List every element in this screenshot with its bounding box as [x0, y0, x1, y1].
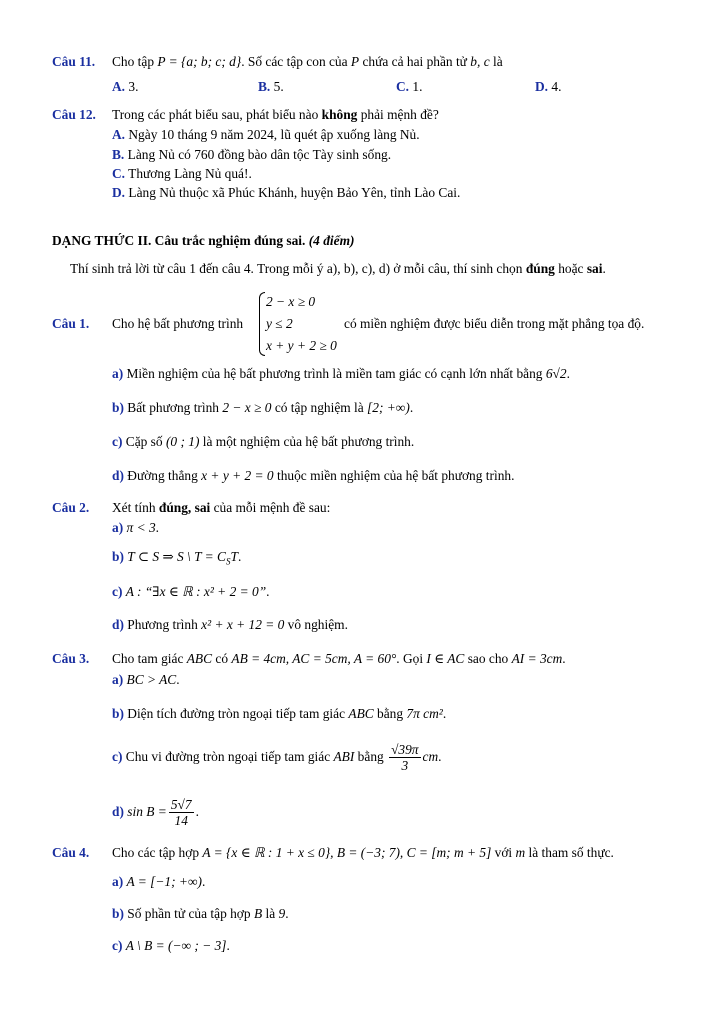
text: Đường thẳng — [127, 468, 202, 483]
item-label: b) — [112, 400, 124, 415]
text: hoặc — [554, 261, 587, 276]
c4-item-a — [112, 874, 205, 890]
c2-item-d — [112, 617, 348, 633]
math: ABI — [333, 749, 355, 764]
q11-option-b — [258, 79, 284, 95]
math: sin B = — [127, 804, 167, 819]
question-number: Câu 12. — [52, 107, 96, 122]
emphasis: đúng, sai — [158, 500, 211, 515]
q12-option-c — [112, 166, 252, 182]
text: . — [195, 804, 199, 819]
text: bằng — [354, 749, 388, 764]
text: Miền nghiệm của hệ bất phương trình là miền tam giác có cạnh lớn nhất bằng — [126, 366, 546, 381]
text: . — [176, 672, 180, 687]
math: [2; +∞) — [367, 400, 410, 415]
text: . — [266, 584, 270, 599]
math: BC > AC — [126, 672, 177, 687]
text: có miền nghiệm được biểu diễn trong mặt phẳng tọa độ. — [344, 316, 645, 331]
q12-option-d — [112, 185, 460, 201]
option-value: 5. — [273, 79, 284, 94]
section-title: DẠNG THỨC II. Câu trắc nghiệm đúng sai. — [52, 233, 306, 248]
text: Phương trình — [127, 617, 202, 632]
c1-stem-end — [344, 316, 644, 332]
item-label: d) — [112, 804, 124, 819]
c2-item-a — [112, 520, 159, 536]
text: . — [438, 749, 442, 764]
question-number: Câu 1. — [52, 316, 90, 331]
math: A : “∃x ∈ ℝ : x² + 2 = 0” — [125, 584, 267, 599]
c2-stem — [112, 500, 330, 516]
math: 2 − x ≥ 0 — [222, 400, 272, 415]
item-label: c) — [112, 938, 123, 953]
math: b, c — [470, 54, 490, 69]
math: AB = 4cm, AC = 5cm, A = 60° — [231, 651, 397, 666]
system-brace — [259, 292, 265, 356]
text: Số phần tử của tập hợp — [127, 906, 254, 921]
c2-item-b — [112, 549, 241, 570]
option-label: B. — [112, 147, 125, 162]
text: phải mệnh đề? — [357, 107, 439, 122]
text: . — [409, 400, 414, 415]
section-heading — [52, 233, 354, 249]
c3-stem — [112, 651, 566, 667]
math: x² + x + 12 = 0 — [201, 617, 285, 632]
c1-item-d — [112, 468, 514, 484]
q11-stem — [112, 54, 503, 70]
text: Xét tính — [112, 500, 159, 515]
text: Bất phương trình — [127, 400, 223, 415]
text: là một nghiệm của hệ bất phương trình. — [199, 434, 415, 449]
text: Cho hệ bất phương trình — [112, 316, 244, 331]
text: Trong các phát biểu sau, phát biểu nào — [112, 107, 322, 122]
item-label: a) — [112, 672, 124, 687]
c3-label — [52, 651, 89, 667]
text: . — [566, 366, 570, 381]
option-value: Làng Nủ có 760 đồng bào dân tộc Tày sinh sống. — [127, 147, 392, 162]
c1-item-c — [112, 434, 414, 450]
math: ABC — [186, 651, 213, 666]
q12-label — [52, 107, 96, 123]
fraction — [169, 797, 194, 828]
c1-item-a — [112, 366, 570, 382]
q11-option-d — [535, 79, 561, 95]
c3-item-b — [112, 706, 446, 722]
question-number: Câu 11. — [52, 54, 96, 69]
text: Cho tam giác — [112, 651, 187, 666]
section-instructions — [70, 261, 606, 277]
q12-option-a — [112, 127, 420, 143]
text: . — [201, 874, 206, 889]
text: . — [155, 520, 160, 535]
option-value: 3. — [128, 79, 139, 94]
math: ABC — [348, 706, 374, 721]
option-value: Làng Nủ thuộc xã Phúc Khánh, huyện Bảo Yên, tỉnh Lào Cai. — [128, 185, 461, 200]
text: Cho các tập hợp — [112, 845, 203, 860]
text: vô nghiệm. — [284, 617, 348, 632]
q11-option-c — [396, 79, 422, 95]
question-number: Câu 4. — [52, 845, 90, 860]
item-label: c) — [112, 584, 123, 599]
math: (0 ; 1) — [165, 434, 200, 449]
system-line: 2 − x ≥ 0 — [266, 294, 316, 309]
fraction-denominator: 14 — [174, 813, 188, 829]
item-label: a) — [112, 520, 124, 535]
item-label: b) — [112, 706, 124, 721]
text: . Gọi — [396, 651, 427, 666]
c1-label — [52, 316, 89, 332]
math: A = [−1; +∞) — [126, 874, 202, 889]
emphasis: đúng — [525, 261, 555, 276]
text: là — [262, 906, 279, 921]
math: 9 — [278, 906, 286, 921]
text: là tham số thực. — [525, 845, 614, 860]
math: A = {x ∈ ℝ : 1 + x ≤ 0}, B = (−3; 7), C = [m; m + 5] — [202, 845, 492, 860]
math: 6√2 — [545, 366, 567, 381]
text: bằng — [373, 706, 407, 721]
c3-item-c — [112, 741, 442, 773]
math: A \ B = (−∞ ; − 3] — [125, 938, 227, 953]
text: Cho tập — [112, 54, 158, 69]
text: chứa cả hai phần tử — [359, 54, 471, 69]
option-value: 1. — [412, 79, 423, 94]
option-value: Ngày 10 tháng 9 năm 2024, lũ quét ập xuống làng Nủ. — [128, 127, 420, 142]
c4-label — [52, 845, 89, 861]
option-label: A. — [112, 127, 126, 142]
item-label: b) — [112, 906, 124, 921]
system-line: x + y + 2 ≥ 0 — [266, 338, 337, 353]
text: Cặp số — [125, 434, 166, 449]
item-label: c) — [112, 434, 123, 449]
option-label: B. — [258, 79, 271, 94]
text: của mỗi mệnh đề sau: — [210, 500, 331, 515]
text: . — [237, 549, 242, 564]
math: cm — [422, 749, 439, 764]
math: π < 3 — [126, 520, 156, 535]
item-label: b) — [112, 549, 124, 564]
option-label: D. — [535, 79, 549, 94]
question-number: Câu 2. — [52, 500, 90, 515]
c1-stem — [112, 316, 243, 332]
c2-item-c — [112, 584, 270, 600]
text: thuộc miền nghiệm của hệ bất phương trình. — [273, 468, 515, 483]
question-number: Câu 3. — [52, 651, 90, 666]
item-label: a) — [112, 874, 124, 889]
text: . — [562, 651, 566, 666]
q12-stem — [112, 107, 439, 123]
option-label: C. — [112, 166, 126, 181]
fraction-denominator: 3 — [401, 758, 409, 774]
emphasis: không — [321, 107, 358, 122]
text: Chu vi đường tròn ngoại tiếp tam giác — [125, 749, 334, 764]
c4-item-b — [112, 906, 289, 922]
fraction-numerator: 5√7 — [170, 797, 192, 813]
text: . — [226, 938, 230, 953]
text: có tập nghiệm là — [271, 400, 368, 415]
math: T — [230, 549, 238, 564]
fraction — [389, 742, 420, 773]
math: I ∈ AC — [426, 651, 465, 666]
text: . — [602, 261, 606, 276]
option-label: D. — [112, 185, 126, 200]
math-subscript: S — [226, 556, 231, 567]
q11-label — [52, 54, 95, 70]
c4-stem — [112, 845, 614, 861]
c4-item-c — [112, 938, 230, 954]
q12-option-b — [112, 147, 391, 163]
text: với — [491, 845, 516, 860]
c1-item-b — [112, 400, 413, 416]
text: sao cho — [464, 651, 512, 666]
item-label: d) — [112, 617, 124, 632]
math: T ⊂ S ⇒ S \ T = C — [127, 549, 226, 564]
item-label: c) — [112, 749, 123, 764]
emphasis: sai — [586, 261, 603, 276]
math: AI = 3cm — [511, 651, 563, 666]
c3-item-a — [112, 672, 180, 688]
option-label: C. — [396, 79, 410, 94]
math: x + y + 2 = 0 — [201, 468, 274, 483]
text: là — [489, 54, 503, 69]
section-points: (4 điểm) — [308, 233, 355, 248]
option-label: A. — [112, 79, 126, 94]
math: 7π cm² — [406, 706, 443, 721]
math: B — [253, 906, 263, 921]
text: Thí sinh trả lời từ câu 1 đến câu 4. Trong mỗi ý a), b), c), d) ở mỗi câu, thí sinh chọn — [70, 261, 526, 276]
option-value: 4. — [551, 79, 562, 94]
system-line: y ≤ 2 — [266, 316, 293, 331]
text: . — [442, 706, 447, 721]
math: P — [350, 54, 360, 69]
item-label: a) — [112, 366, 124, 381]
q11-option-a — [112, 79, 138, 95]
fraction-numerator: √39π — [391, 742, 419, 758]
math: P = {a; b; c; d} — [157, 54, 242, 69]
c3-item-d — [112, 796, 199, 828]
text: . — [285, 906, 289, 921]
item-label: d) — [112, 468, 124, 483]
c2-label — [52, 500, 89, 516]
math: m — [515, 845, 526, 860]
text: . Số các tập con của — [241, 54, 351, 69]
text: có — [212, 651, 232, 666]
option-value: Thương Làng Nủ quá!. — [128, 166, 252, 181]
text: Diện tích đường tròn ngoại tiếp tam giác — [127, 706, 349, 721]
